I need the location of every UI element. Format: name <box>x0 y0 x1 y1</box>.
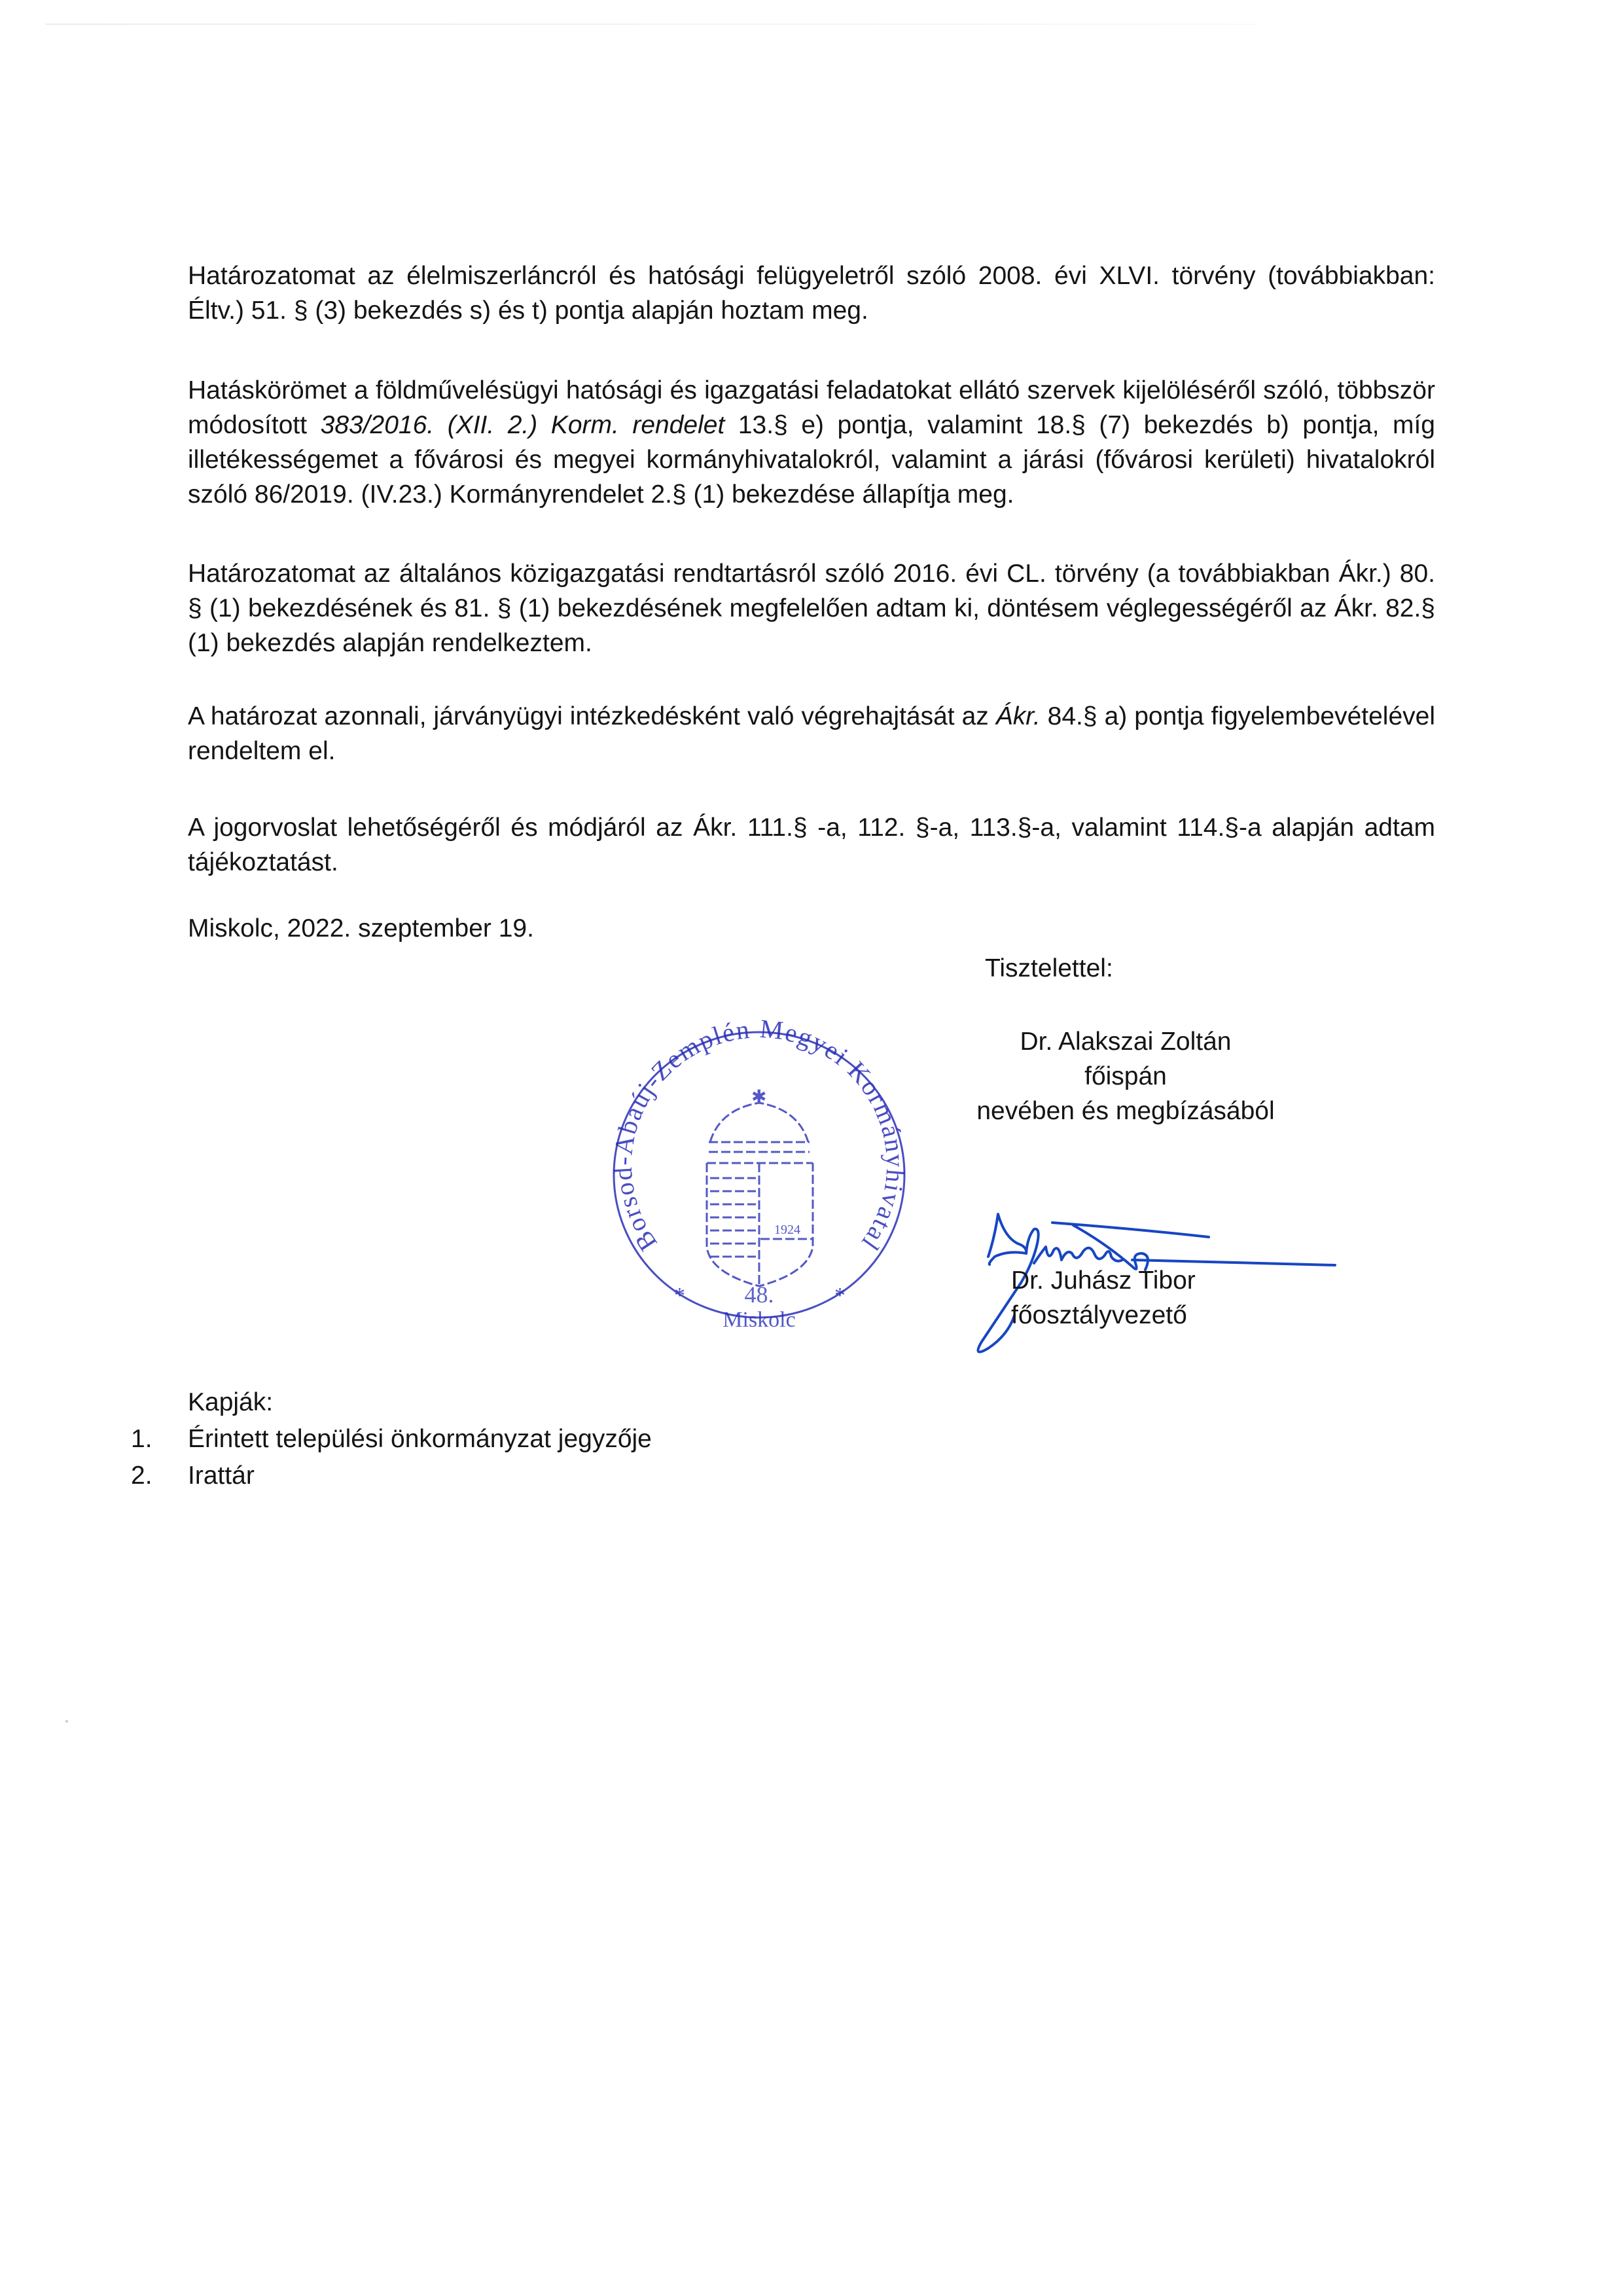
secondary-signer-name: Dr. Juhász Tibor <box>1011 1266 1196 1295</box>
stamp-star-left: * <box>674 1283 685 1308</box>
list-item-label: Érintett települési önkormányzat jegyzője <box>188 1425 652 1453</box>
paragraph-text: A határozat azonnali, járványügyi intézkedésként való végrehajtását az <box>188 702 996 730</box>
scan-speck <box>65 1720 68 1723</box>
regulation-reference: 383/2016. (XII. 2.) Korm. rendelet <box>320 411 725 439</box>
stamp-star-right: * <box>834 1283 846 1308</box>
paragraph-text: Határozatomat az élelmiszerláncról és hatósági felügyeletről szóló 2008. évi XLVI. törvény (továbbiakban: Éltv.) 51. § (3) bekezdés s) és t) pontja alapján hoztam meg. <box>188 262 1435 325</box>
secondary-signer-title: főosztályvezető <box>1011 1301 1187 1329</box>
secondary-signer-block <box>1011 1263 1196 1333</box>
list-item-label: Irattár <box>188 1462 255 1490</box>
paragraph-text: 13.§ e) pontja, valamint 18.§ (7) bekezdés b) pontja, míg illetékességemet a fővárosi és megyei kormányhivatalokról, valamint a járási (fővárosi kerületi) hivatalokról szóló 86/2019. (IV.23.) Kormányrendelet 2.§ (1) bekezdése állapítja meg. <box>188 411 1435 509</box>
recipients-heading: Kapják: <box>188 1388 274 1416</box>
law-reference: Ákr. <box>995 702 1041 730</box>
primary-signer-name: Dr. Alakszai Zoltán <box>1020 1028 1232 1056</box>
paragraph-enforcement <box>188 699 1435 768</box>
list-item-number: 2. <box>131 1462 152 1490</box>
stamp-ring-text: Borsod-Abaúj-Zemplén Megyei Kormányhivatal <box>607 1013 911 1257</box>
paragraph-legal-remedy <box>188 810 1435 880</box>
greeting: Tisztelettel: <box>985 954 1113 982</box>
list-item <box>131 1421 652 1458</box>
paragraph-text: 84.§ a) pontja figyelembevételével rendeltem el. <box>188 702 1435 765</box>
list-item-number: 1. <box>131 1425 152 1453</box>
date-line: Miskolc, 2022. szeptember 19. <box>188 914 534 942</box>
scan-artifact-line <box>46 24 1257 25</box>
paragraph-text: Határozatomat az általános közigazgatási rendtartásról szóló 2016. évi CL. törvény (a továbbiakban Ákr.) 80. § (1) bekezdésének és 81. § (1) bekezdésének megfelelően adtam ki, döntésem véglegességéről az Ákr. 82.§ (1) bekezdés alapján rendelkeztem. <box>188 560 1435 657</box>
coat-of-arms-icon <box>707 1087 813 1286</box>
stamp-city: Miskolc <box>722 1308 796 1332</box>
primary-signer-title: főispán <box>1084 1062 1167 1090</box>
paragraph-text: A jogorvoslat lehetőségéről és módjáról az Ákr. 111.§ -a, 112. §-a, 113.§-a, valamint 114.§-a alapján adtam tájékoztatást. <box>188 814 1435 876</box>
stamp-shield-year: 1924 <box>774 1223 800 1237</box>
paragraph-text: Hatáskörömet a földművelésügyi hatósági és igazgatási feladatokat ellátó szervek kijelöléséről szóló, többször módosított <box>188 376 1435 439</box>
on-behalf-text: nevében és megbízásából <box>976 1097 1275 1125</box>
paragraph-legal-basis <box>188 259 1435 328</box>
svg-text:✱: ✱ <box>751 1087 767 1107</box>
paragraph-competence <box>188 373 1435 512</box>
primary-signer-block <box>942 1024 1309 1128</box>
list-item <box>131 1458 652 1494</box>
stamp-number: 48. <box>744 1282 774 1308</box>
official-stamp-icon <box>589 1011 929 1338</box>
recipients-list <box>131 1384 652 1494</box>
paragraph-procedure <box>188 556 1435 660</box>
